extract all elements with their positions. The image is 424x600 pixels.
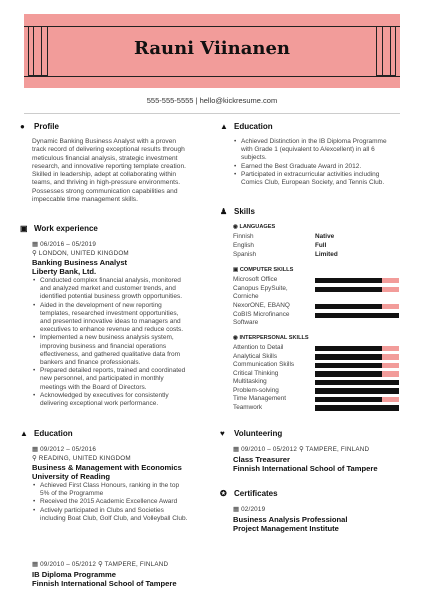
skill-bar xyxy=(315,371,399,377)
list-item: • Earned the Best Graduate Award in 2012. xyxy=(233,163,405,171)
pin-icon: ⚲ xyxy=(32,250,39,257)
skill-row: Attention to Detail xyxy=(233,344,403,352)
medal-icon: ✪ xyxy=(220,489,227,498)
education-school: University of Reading xyxy=(32,472,111,481)
section-title-certificates: ✪ Certificates xyxy=(220,489,278,498)
pin-icon: ⚲ xyxy=(297,446,306,453)
list-item: • Participated in extracurricular activities including Comics Club, European Society, and Tennis Club. xyxy=(233,171,405,187)
section-title-skills: ♟ Skills xyxy=(220,207,255,216)
skill-bar-fill xyxy=(315,388,399,394)
skill-row: Time Management xyxy=(233,395,403,403)
skill-bar-fill xyxy=(315,346,382,352)
skill-bar-fill xyxy=(315,304,382,310)
calendar-icon: ▦ xyxy=(32,561,41,568)
education-school: Finnish International School of Tampere xyxy=(32,579,177,588)
list-item: • Received the 2015 Academic Excellence Award xyxy=(32,498,216,506)
skill-bar-fill xyxy=(315,380,399,386)
chat-icon: ◉ xyxy=(233,224,240,230)
skill-bar-fill xyxy=(315,287,382,293)
work-company: Liberty Bank, Ltd. xyxy=(32,267,97,276)
work-location: ⚲ LONDON, UNITED KINGDOM xyxy=(32,250,129,257)
skill-bar-fill xyxy=(315,405,399,411)
skill-row: Teamwork xyxy=(233,404,403,412)
decorative-line xyxy=(24,26,400,27)
skill-row: Communication Skills xyxy=(233,361,403,369)
pin-icon: ⚲ xyxy=(32,455,39,462)
decorative-line xyxy=(24,76,400,77)
monitor-icon: ▣ xyxy=(233,267,240,273)
language-row: Spanish Limited xyxy=(233,251,338,258)
skill-bar xyxy=(315,380,399,386)
skill-row: Critical Thinking xyxy=(233,370,403,378)
skill-bar-fill xyxy=(315,363,382,369)
pin-icon: ⚲ xyxy=(96,561,105,568)
education-continued-bullets xyxy=(233,138,405,187)
skill-row: NexorONE, EBANQ xyxy=(233,302,403,310)
list-item: • Achieved Distinction in the IB Diploma Programme with Grade 1 (equivalent to A/excellent) in all 6 subjects. xyxy=(233,138,405,163)
list-item: • Achieved First Class Honours, ranking in the top 5% of the Programme xyxy=(32,482,216,498)
skill-bar xyxy=(315,363,399,369)
skill-bar-fill xyxy=(315,313,399,319)
graduation-cap-icon: ▲ xyxy=(220,122,228,131)
section-title-volunteering: ♥ Volunteering xyxy=(220,429,283,438)
skill-row: Problem-solving xyxy=(233,387,403,395)
skill-bar xyxy=(315,354,399,360)
work-date: ▦ 06/2016 – 05/2019 xyxy=(32,241,97,248)
section-title-education: ▲ Education xyxy=(20,429,73,438)
heart-icon: ♥ xyxy=(220,429,225,438)
calendar-icon: ▦ xyxy=(32,446,41,453)
skill-row: Analytical Skills xyxy=(233,353,403,361)
chess-piece-icon: ♟ xyxy=(220,207,228,216)
skill-bar xyxy=(315,287,399,293)
skill-row: Microsoft Office xyxy=(233,276,403,284)
skill-bar xyxy=(315,346,399,352)
skill-row: Canopus EpySuite, Corniche xyxy=(233,285,403,302)
education-location: ⚲ READING, UNITED KINGDOM xyxy=(32,455,131,462)
section-title-work: ▣ Work experience xyxy=(20,224,98,233)
skill-bar-fill xyxy=(315,397,382,403)
list-item: • Actively participated in Clubs and Societies including Boat Club, Golf Club, and Volleyball Club. xyxy=(32,507,216,523)
certificate-org: Project Management Institute xyxy=(233,524,339,533)
skill-bar xyxy=(315,304,399,310)
graduation-cap-icon: ▲ xyxy=(20,429,28,438)
calendar-icon: ▦ xyxy=(233,446,242,453)
person-icon: ● xyxy=(20,122,25,131)
skill-bar xyxy=(315,313,399,319)
skill-row: CoBIS Microfinance Software xyxy=(233,311,403,328)
skill-bar-fill xyxy=(315,354,382,360)
list-item: • Prepared detailed reports, trained and coordinated new personnel, and participated in monthly meetings with the Board of Directors. xyxy=(32,367,216,392)
briefcase-icon: ▣ xyxy=(20,224,28,233)
education-degree: IB Diploma Programme xyxy=(32,570,116,579)
education-date: ▦ 09/2010 – 05/2012 ⚲ TAMPERE, FINLAND xyxy=(32,561,169,568)
profile-text: Dynamic Banking Business Analyst with a proven track record of delivering exceptional results through meticulous financial analysis, strategic investment research, and innovative reporting template creation. Skilled in leadership, adept at collaborating within teams, and thriving in high-pressure environments. Possesses strong communication capabilities and impeccable time management skills. xyxy=(32,138,186,204)
skill-bar xyxy=(315,397,399,403)
skill-bar xyxy=(315,278,399,284)
language-row: English Full xyxy=(233,242,327,249)
work-bullets xyxy=(32,277,216,408)
certificate-date: ▦ 02/2019 xyxy=(233,506,266,513)
skill-row: Multitasking xyxy=(233,378,403,386)
section-title-profile: ● Profile xyxy=(20,122,59,131)
divider xyxy=(24,113,400,114)
language-row: Finnish Native xyxy=(233,233,335,240)
calendar-icon: ▦ xyxy=(233,506,242,513)
list-item: • Implemented a new business analysis system, improving business and financial operations effectiveness, and gathered qualitative data from bankers and finance professionals. xyxy=(32,334,216,367)
contact-line: 555-555-5555 | hello@kickresume.com xyxy=(146,96,278,105)
list-item: • Acknowledged by executives for consistently delivering exceptional work performance. xyxy=(32,392,216,408)
header-banner xyxy=(24,14,400,88)
list-item: • Conducted complex financial analysis, monitored and analyzed market and customer trends, and identified potential business growth opportunities. xyxy=(32,277,216,302)
interpersonal-skills-heading: ◉ INTERPERSONAL SKILLS xyxy=(233,335,309,341)
skill-bar xyxy=(315,388,399,394)
skill-bar-fill xyxy=(315,371,382,377)
certificate-name: Business Analysis Professional xyxy=(233,515,348,524)
volunteering-org: Finnish International School of Tampere xyxy=(233,464,378,473)
list-item: • Aided in the development of new reporting templates, researched investment opportunities, and presented innovative ideas to managers and executives to enhance revenue and reduce costs. xyxy=(32,302,216,335)
skill-bar xyxy=(315,405,399,411)
candidate-name: Rauni Viinanen xyxy=(24,38,400,59)
skill-bar-fill xyxy=(315,278,382,284)
languages-heading: ◉ LANGUAGES xyxy=(233,224,276,230)
section-title-education-continued: ▲ Education xyxy=(220,122,273,131)
education-bullets xyxy=(32,482,216,523)
computer-skills-heading: ▣ COMPUTER SKILLS xyxy=(233,267,294,273)
people-icon: ◉ xyxy=(233,335,240,341)
calendar-icon: ▦ xyxy=(32,241,41,248)
education-degree: Business & Management with Economics xyxy=(32,463,182,472)
work-role: Banking Business Analyst xyxy=(32,258,128,267)
volunteering-role: Class Treasurer xyxy=(233,455,290,464)
education-date: ▦ 09/2012 – 05/2016 xyxy=(32,446,97,453)
volunteering-date: ▦ 09/2010 – 05/2012 ⚲ TAMPERE, FINLAND xyxy=(233,446,370,453)
